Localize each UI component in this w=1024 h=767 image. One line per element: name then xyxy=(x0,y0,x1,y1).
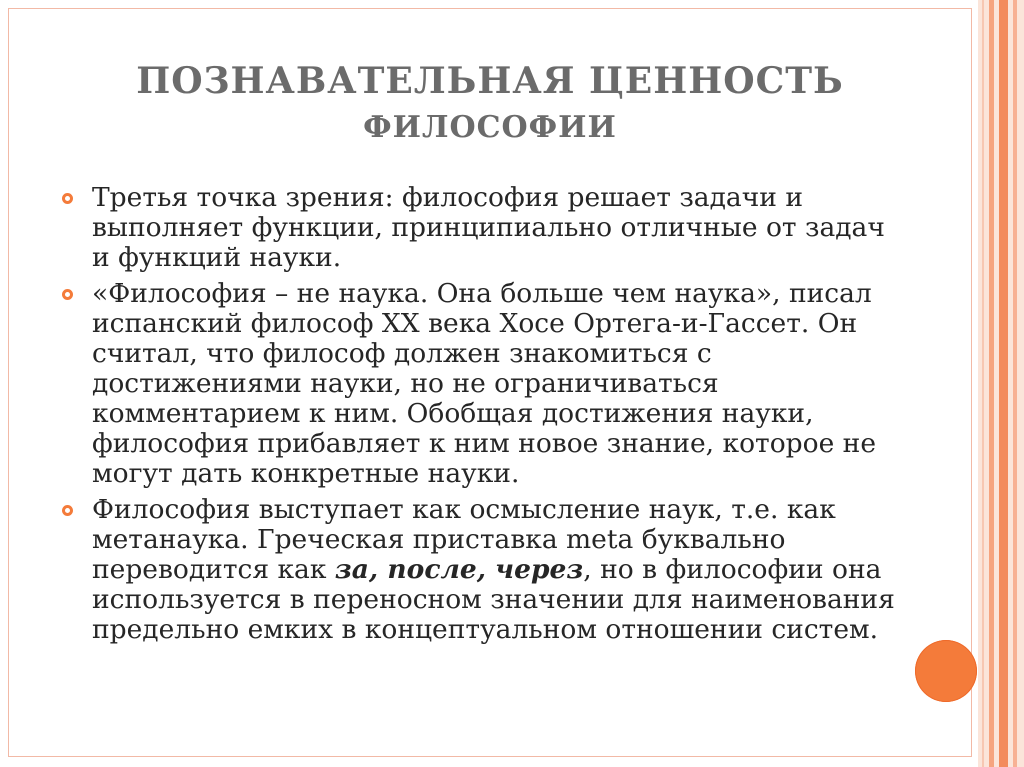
bullet-item-3 xyxy=(62,495,902,645)
title-line-2: ФИЛОСОФИИ xyxy=(363,110,617,145)
bullet-text-3-after: , но в философии она используется в переносном значении для наименования предельно емких в концептуальном отношении систем. xyxy=(92,554,895,645)
slide-title xyxy=(40,58,940,152)
bullet-icon xyxy=(62,505,73,516)
stripe-1 xyxy=(982,0,984,767)
stripe-3 xyxy=(999,0,1008,767)
bullet-icon xyxy=(62,289,73,300)
title-line-1: ПОЗНАВАТЕЛЬНАЯ ЦЕННОСТЬ xyxy=(136,60,844,102)
bullet-text-2: «Философия – не наука. Она больше чем наука», писал испанский философ XX века Хосе Ортега-и-Гассет. Он считал, что философ должен знакомиться с достижениями науки, но не ограничиваться комментарием к ним. Обобщая достижения науки, философия прибавляет к ним новое знание, которое не могут дать конкретные науки. xyxy=(92,278,877,489)
bullet-item-1 xyxy=(62,183,902,273)
bullet-text-3-before: Философия выступает как осмысление наук, т.е. как метанаука. Греческая приставка meta буквально переводится как xyxy=(92,494,836,585)
stripe-4 xyxy=(1013,0,1017,767)
bullet-list xyxy=(62,183,902,651)
bullet-item-2 xyxy=(62,279,902,489)
bullet-text-1: Третья точка зрения: философия решает задачи и выполняет функции, принципиально отличные от задач и функций науки. xyxy=(92,182,885,273)
stripe-2 xyxy=(989,0,994,767)
bullet-icon xyxy=(62,193,73,204)
decorative-circle xyxy=(915,640,977,702)
bullet-text-3-emphasis: за, после, через xyxy=(334,554,584,585)
